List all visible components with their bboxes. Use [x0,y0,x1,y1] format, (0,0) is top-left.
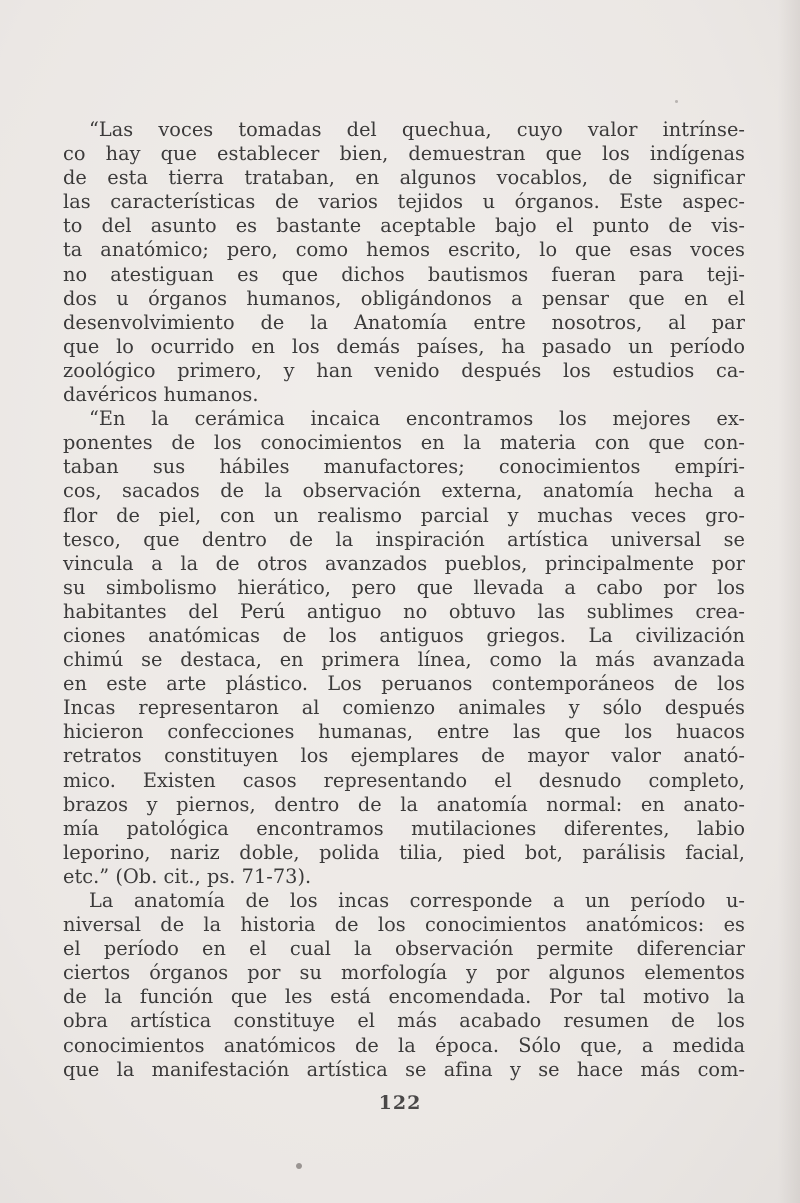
body-text [63,118,745,1082]
text-line: ta anatómico; pero, como hemos escrito, lo que esas voces [63,238,745,262]
text-line: el período en el cual la observación permite diferenciar [63,937,745,961]
text-line: en este arte plástico. Los peruanos contemporáneos de los [63,672,745,696]
text-line: su simbolismo hierático, pero que llevada a cabo por los [63,575,745,599]
text-line: etc.” (Ob. cit., ps. 71-73). [63,864,312,888]
text-line: tesco, que dentro de la inspiración artística universal se [63,527,745,551]
text-line: de esta tierra trataban, en algunos vocablos, de significar [63,166,745,190]
text-line: mico. Existen casos representando el desnudo completo, [63,768,745,792]
text-line: “Las voces tomadas del quechua, cuyo valor intrínse- [89,118,745,141]
text-line: las características de varios tejidos u órganos. Este aspec- [63,190,745,214]
text-line: vincula a la de otros avanzados pueblos, principalmente por [63,551,745,575]
text-line: mía patológica encontramos mutilaciones diferentes, labio [63,816,745,840]
text-line: leporino, nariz doble, polida tilia, pied bot, parálisis facial, [63,840,745,864]
text-line: zoológico primero, y han venido después los estudios ca- [63,358,745,382]
text-line: flor de piel, con un realismo parcial y muchas veces gro- [63,503,745,527]
text-line: no atestiguan es que dichos bautismos fueran para teji- [63,262,745,286]
text-line: habitantes del Perú antiguo no obtuvo las sublimes crea- [63,599,745,623]
text-line: dos u órganos humanos, obligándonos a pensar que en el [63,286,745,310]
page-number: 122 [378,1092,422,1114]
text-line: niversal de la historia de los conocimientos anatómicos: es [63,913,745,937]
text-line: que lo ocurrido en los demás países, ha pasado un período [63,334,745,358]
text-line: davéricos humanos. [63,383,259,407]
paper-speck [675,100,678,103]
text-line: que la manifestación artística se afina y se hace más com- [63,1057,745,1081]
text-line: conocimientos anatómicos de la época. Sólo que, a medida [63,1033,745,1057]
text-line: “En la cerámica incaica encontramos los mejores ex- [89,407,745,431]
text-line: desenvolvimiento de la Anatomía entre nosotros, al par [63,310,745,334]
text-line: Incas representaron al comienzo animales y sólo después [63,696,745,720]
text-line: ciertos órganos por su morfología y por algunos elementos [63,961,745,985]
paper-dot [296,1163,302,1169]
page-edge-shadow [778,0,800,1203]
text-line: to del asunto es bastante aceptable bajo el punto de vis- [63,214,745,238]
text-line: hicieron confecciones humanas, entre las que los huacos [63,720,745,744]
text-line: ponentes de los conocimientos en la materia con que con- [63,431,745,455]
text-line: La anatomía de los incas corresponde a un período u- [89,889,745,912]
text-line: brazos y piernos, dentro de la anatomía normal: en anato- [63,792,745,816]
text-line: ciones anatómicas de los antiguos griegos. La civilización [63,623,745,647]
text-line: taban sus hábiles manufactores; conocimientos empíri- [63,455,745,479]
text-line: cos, sacados de la observación externa, anatomía hecha a [63,479,745,503]
text-line: retratos constituyen los ejemplares de mayor valor anató- [63,744,745,768]
text-line: chimú se destaca, en primera línea, como la más avanzada [63,648,745,672]
text-line: co hay que establecer bien, demuestran que los indígenas [63,142,745,166]
text-line: obra artística constituye el más acabado resumen de los [63,1009,745,1033]
text-line: de la función que les está encomendada. Por tal motivo la [63,985,745,1009]
